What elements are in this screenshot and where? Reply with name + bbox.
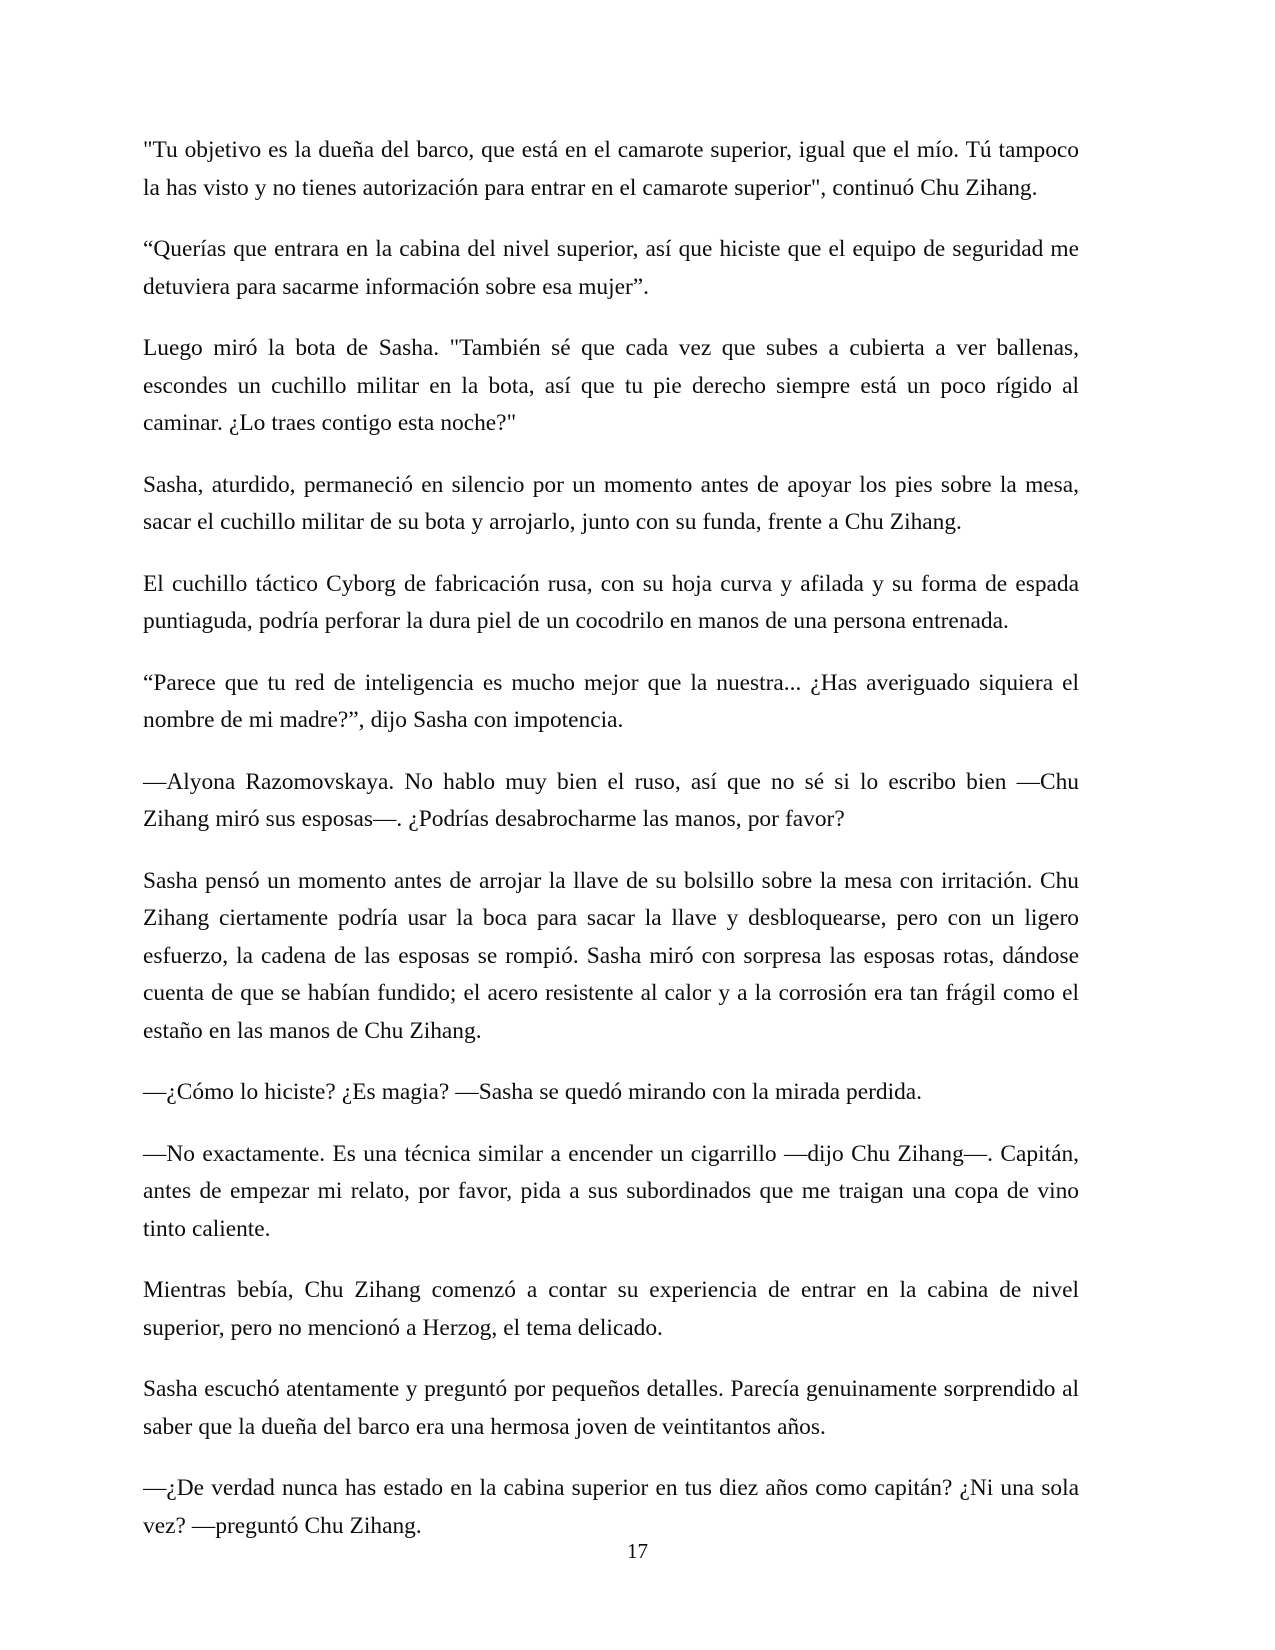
paragraph: “Querías que entrara en la cabina del nivel superior, así que hiciste que el equipo de seguridad me detuviera para sacarme información sobre esa mujer”. [143, 236, 1079, 300]
body-text-column [143, 132, 1079, 1545]
page-number: 17 [627, 1539, 648, 1563]
paragraph: —¿De verdad nunca has estado en la cabina superior en tus diez años como capitán? ¿Ni una sola vez? —preguntó Chu Zihang. [143, 1475, 1079, 1539]
paragraph: Sasha pensó un momento antes de arrojar la llave de su bolsillo sobre la mesa con irritación. Chu Zihang ciertamente podría usar la boca para sacar la llave y desbloquearse, pero con un ligero esfuerzo, la cadena de las esposas se rompió. Sasha miró con sorpresa las esposas rotas, dándose cuenta de que se habían fundido; el acero resistente al calor y a la corrosión era tan frágil como el estaño en las manos de Chu Zihang. [143, 867, 1079, 1044]
paragraph: —No exactamente. Es una técnica similar a encender un cigarrillo —dijo Chu Zihang—. Capitán, antes de empezar mi relato, por favor, pida a sus subordinados que me traigan una copa de vino tinto caliente. [143, 1140, 1079, 1242]
paragraph: Sasha escuchó atentamente y preguntó por pequeños detalles. Parecía genuinamente sorprendido al saber que la dueña del barco era una hermosa joven de veintitantos años. [143, 1376, 1079, 1440]
paragraph: —¿Cómo lo hiciste? ¿Es magia? —Sasha se quedó mirando con la mirada perdida. [143, 1079, 923, 1105]
paragraph: “Parece que tu red de inteligencia es mucho mejor que la nuestra... ¿Has averiguado siquiera el nombre de mi madre?”, dijo Sasha con impotencia. [143, 669, 1079, 733]
paragraph: El cuchillo táctico Cyborg de fabricación rusa, con su hoja curva y afilada y su forma de espada puntiaguda, podría perforar la dura piel de un cocodrilo en manos de una persona entrenada. [143, 570, 1079, 634]
paragraph: "Tu objetivo es la dueña del barco, que está en el camarote superior, igual que el mío. Tú tampoco la has visto y no tienes autorización para entrar en el camarote superior", continuó Chu Zihang. [143, 137, 1079, 201]
paragraph: Luego miró la bota de Sasha. "También sé que cada vez que subes a cubierta a ver ballenas, escondes un cuchillo militar en la bota, así que tu pie derecho siempre está un poco rígido al caminar. ¿Lo traes contigo esta noche?" [143, 335, 1079, 436]
paragraph: Mientras bebía, Chu Zihang comenzó a contar su experiencia de entrar en la cabina de nivel superior, pero no mencionó a Herzog, el tema delicado. [143, 1277, 1079, 1341]
paragraph: Sasha, aturdido, permaneció en silencio por un momento antes de apoyar los pies sobre la mesa, sacar el cuchillo militar de su bota y arrojarlo, junto con su funda, frente a Chu Zihang. [143, 471, 1079, 535]
paragraph: —Alyona Razomovskaya. No hablo muy bien el ruso, así que no sé si lo escribo bien —Chu Zihang miró sus esposas—. ¿Podrías desabrocharme las manos, por favor? [143, 768, 1079, 832]
